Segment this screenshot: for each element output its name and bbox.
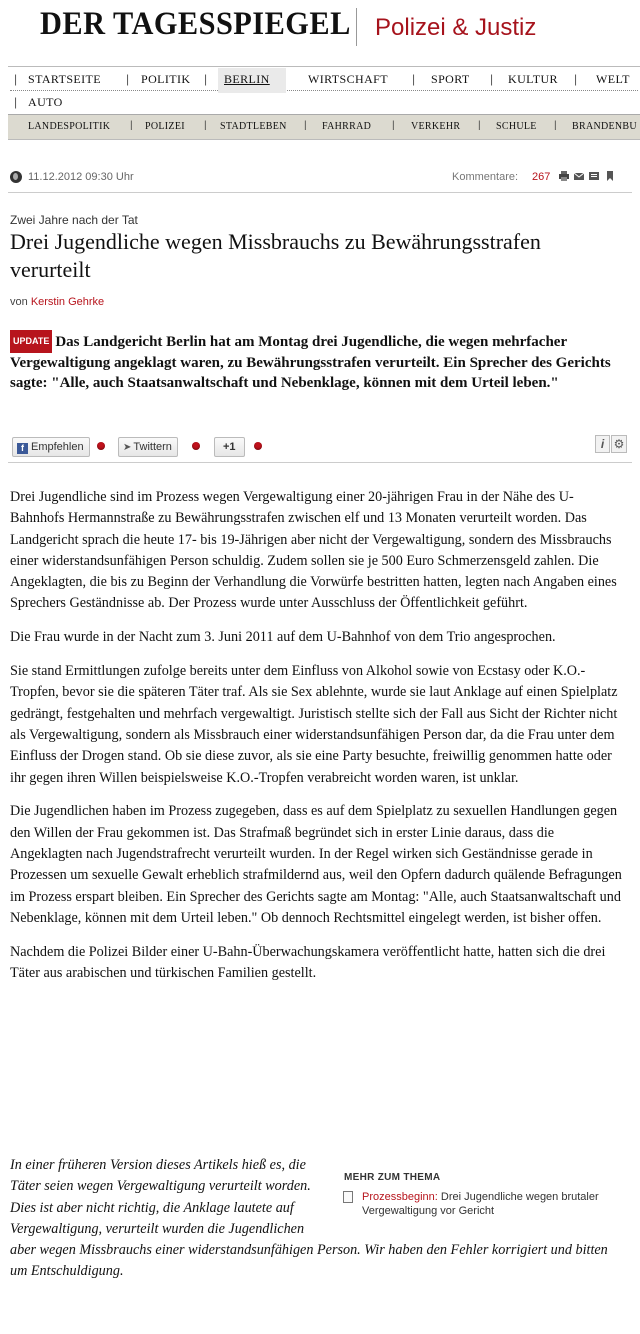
subnav-item-brandenburg[interactable]: BRANDENBU bbox=[572, 121, 637, 132]
byline bbox=[10, 296, 104, 308]
paragraph: Drei Jugendliche sind im Prozess wegen Vergewaltigung einer 20-jährigen Frau in der Nähe des U-Bahnhofs Hermannstraße zu Bewährungsstrafen zwischen elf und 13 Monaten verurteilt worden. Das Landgericht sprach die heute 17- bis 19-Jährigen aber nicht der Vergewaltigung, sondern des Missbrauchs einer widerstandsunfähigen Person schuldig. Zudem sollen sie je 500 Euro Schmerzensgeld zahlen. Die Angeklagten, die bis zu Beginn der Verhandlung die Vorwürfe bestritten hatten, legten nach Angaben eines Sprechers Geständnisse ab. Der Prozess wurde unter Ausschluss der Öffentlichkeit geführt. bbox=[10, 489, 617, 612]
twitter-privacy-toggle[interactable] bbox=[192, 442, 200, 450]
masthead-divider bbox=[356, 8, 357, 46]
twitter-label: Twittern bbox=[133, 441, 172, 453]
related-box bbox=[332, 1160, 624, 1226]
nav-item-politik[interactable]: POLITIK bbox=[141, 72, 191, 86]
comments-count[interactable]: 267 bbox=[532, 171, 551, 183]
lead-text: Das Landgericht Berlin hat am Montag drei Jugendliche, die wegen mehrfacher Vergewaltigung angeklagt waren, zu Bewährungsstrafen verurteilt. Ein Sprecher des Gerichts sagte: "Alle, auch Staatsanwaltschaft und Nebenklage, können mit dem Urteil leben." bbox=[10, 334, 611, 391]
gplus-privacy-toggle[interactable] bbox=[254, 442, 262, 450]
subnav-item-fahrrad[interactable]: FAHRRAD bbox=[322, 121, 372, 132]
sub-nav: LANDESPOLITIK | POLIZEI | STADTLEBEN | FAHRRAD | VERKEHR | SCHULE | BRANDENBU bbox=[8, 114, 640, 140]
mail-icon[interactable] bbox=[574, 171, 584, 181]
gplus-button[interactable]: +1 bbox=[214, 437, 245, 457]
info-icon[interactable]: i bbox=[595, 435, 610, 453]
facebook-label: Empfehlen bbox=[31, 441, 84, 453]
bookmark-icon[interactable] bbox=[605, 171, 615, 181]
subnav-item-landespolitik[interactable]: LANDESPOLITIK bbox=[28, 121, 111, 132]
nav-item-wirtschaft[interactable]: WIRTSCHAFT bbox=[308, 72, 388, 86]
author-link[interactable]: Kerstin Gehrke bbox=[30, 296, 105, 308]
document-icon bbox=[343, 1191, 353, 1203]
article-date: 11.12.2012 09:30 Uhr bbox=[28, 171, 134, 183]
gear-icon[interactable]: ⚙ bbox=[611, 435, 627, 453]
paragraph: Nachdem die Polizei Bilder einer U-Bahn-Überwachungskamera veröffentlicht hatte, hatten sich die drei Täter aus arabischen und türkischen Familien gestellt. bbox=[10, 943, 606, 981]
subnav-item-verkehr[interactable]: VERKEHR bbox=[411, 121, 461, 132]
update-badge: UPDATE bbox=[10, 330, 52, 353]
subnav-item-stadtleben[interactable]: STADTLEBEN bbox=[220, 121, 287, 132]
paragraph: Die Jugendlichen haben im Prozess zugegeben, dass es auf dem Spielplatz zu sexuellen Handlungen gegen den Willen der Frau gekommen ist. Das Strafmaß begründet sich in erster Linie daraus, dass die Angeklagten nach Jugendstrafrecht verurteilt wurden. In der Regel wirken sich Geständnisse gerade in Prozessen um sexuelle Gewalt erheblich strafmildernd aus, weil den Opfern dadurch quälende Befragungen im Prozess erspart bleiben. Ein Sprecher des Gerichts sagte am Montag: "Alle, auch Staatsanwaltschaft und Nebenklage, können mit dem Urteil leben." Ob dennoch Rechtsmittel eingelegt werden, ist bisher offen. bbox=[10, 803, 622, 926]
nav-item-welt[interactable]: WELT bbox=[596, 72, 630, 86]
paragraph: Sie stand Ermittlungen zufolge bereits unter dem Einfluss von Alkohol sowie von Ecstasy oder K.O.-Tropfen, bevor sie die späteren Täter traf. Als sie Sex ablehnte, wurde sie laut Anklage auf einen Spielplatz gedrängt, festgehalten und mehrfach vergewaltigt. Juristisch stellte sich der Fall aus Sicht der Richter nicht als Vergewaltigung, sondern als Missbrauch einer widerstandsunfähigen Person dar, da die Frau unter dem Einfluss der Drogen stand. Ob sie diese zuvor, als sie eine Party besuchte, freiwillig genommen hatte oder ihr gegen ihren Willen beispielsweise K.O.-Tropfen verabreicht worden waren, ist unklar. bbox=[10, 663, 618, 786]
article-headline: Drei Jugendliche wegen Missbrauchs zu Bewährungsstrafen verurteilt bbox=[10, 229, 541, 282]
byline-prefix: von bbox=[10, 296, 28, 308]
correction-text: In einer früheren Version dieses Artikels hieß es, die Täter seien wegen Vergewaltigung verurteilt worden. Dies ist aber nicht richtig, die Anklage lautete auf Vergewaltigung, verurteilt wurden die Jugendlichen aber wegen Missbrauchs einer widerstandsunfähigen Person. Wir haben den Fehler korrigiert und bitten um Entschuldigung. bbox=[10, 1157, 608, 1280]
subnav-item-schule[interactable]: SCHULE bbox=[496, 121, 537, 132]
nav-item-startseite[interactable]: STARTSEITE bbox=[28, 72, 101, 86]
masthead bbox=[0, 0, 640, 52]
nav-item-berlin[interactable]: BERLIN bbox=[218, 68, 286, 93]
print-icon[interactable] bbox=[559, 171, 569, 181]
nav-item-auto[interactable]: AUTO bbox=[28, 95, 63, 109]
nav-item-sport[interactable]: SPORT bbox=[431, 72, 470, 86]
twitter-button[interactable] bbox=[118, 437, 178, 457]
related-item[interactable] bbox=[362, 1190, 624, 1218]
site-logo[interactable]: DER TAGESSPIEGEL bbox=[40, 6, 351, 42]
paragraph: Die Frau wurde in der Nacht zum 3. Juni 2011 auf dem U-Bahnhof von dem Trio angesprochen. bbox=[10, 629, 556, 646]
related-link-text[interactable]: Drei Jugendliche wegen brutaler Vergewaltigung vor Gericht bbox=[362, 1191, 599, 1217]
article-kicker: Zwei Jahre nach der Tat bbox=[10, 213, 138, 227]
facebook-button[interactable] bbox=[12, 437, 90, 457]
main-nav: | STARTSEITE | POLITIK | BERLIN WIRTSCHAFT | SPORT | KULTUR | WELT | AUTO bbox=[8, 66, 640, 113]
section-title[interactable]: Polizei & Justiz bbox=[375, 14, 537, 41]
related-link[interactable]: Prozessbeginn: bbox=[362, 1191, 438, 1203]
share-icon[interactable] bbox=[589, 171, 599, 181]
comments-label[interactable]: Kommentare: bbox=[452, 171, 519, 183]
globe-icon bbox=[10, 171, 22, 183]
article-body bbox=[10, 487, 622, 997]
nav-divider bbox=[10, 90, 638, 91]
article-meta bbox=[8, 168, 632, 193]
nav-item-kultur[interactable]: KULTUR bbox=[508, 72, 558, 86]
subnav-item-polizei[interactable]: POLIZEI bbox=[145, 121, 185, 132]
article-lead bbox=[10, 330, 622, 394]
twitter-icon: ➤ bbox=[123, 442, 132, 453]
social-bar bbox=[8, 432, 632, 463]
related-title: MEHR ZUM THEMA bbox=[344, 1172, 441, 1183]
facebook-icon: f bbox=[17, 443, 28, 454]
facebook-privacy-toggle[interactable] bbox=[97, 442, 105, 450]
